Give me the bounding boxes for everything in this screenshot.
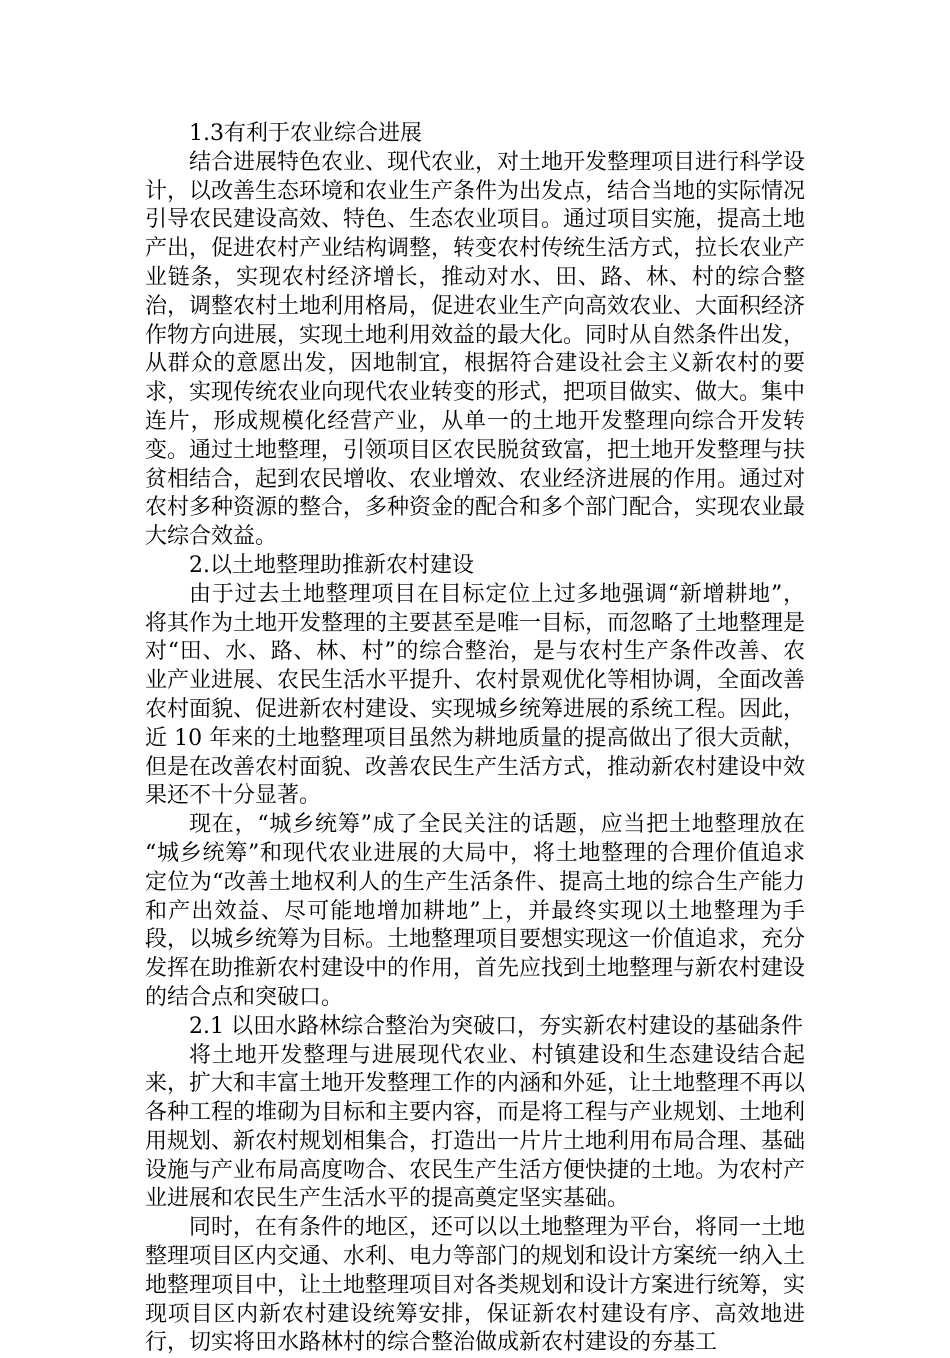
body-paragraph: 现在，“城乡统筹”成了全民关注的话题，应当把土地整理放在 “城乡统筹”和现代农业进展的大局中，将土地整理的合理价值追求定位为“改善土地权利人的生产生活条件、提高土地的综合生产能力和产出效益、尽可能地增加耕地”上，并最终实现以土地整理为手段，以城乡统筹为目标。土地整理项目要想实现这一价值追求，充分发挥在助推新农村建设中的作用，首先应找到土地整理与新农村建设的结合点和突破口。 xyxy=(145,812,806,1010)
section-heading-1-3: 1.3有利于农业综合进展 xyxy=(189,121,422,146)
body-paragraph: 将土地开发整理与进展现代农业、村镇建设和生态建设结合起来，扩大和丰富土地开发整理工作的内涵和外延，让土地整理不再以各种工程的堆砌为目标和主要内容，而是将工程与产业规划、土地利用规划、新农村规划相集合，打造出一片片土地利用布局合理、基础设施与产业布局高度吻合、农民生产生活方便快捷的土地。为农村产业进展和农民生产生活水平的提高奠定坚实基础。 xyxy=(145,1042,806,1212)
section-heading-2-1: 2.1 以田水路林综合整治为突破口，夯实新农村建设的基础条件 xyxy=(189,1013,803,1039)
body-paragraph: 结合进展特色农业、现代农业，对土地开发整理项目进行科学设计，以改善生态环境和农业生产条件为出发点，结合当地的实际情况引导农民建设高效、特色、生态农业项目。通过项目实施，提高土地产出，促进农村产业结构调整，转变农村传统生活方式，拉长农业产业链条，实现农村经济增长，推动对水、田、路、林、村的综合整治，调整农村土地利用格局，促进农业生产向高效农业、大面积经济作物方向进展，实现土地利用效益的最大化。同时从自然条件出发，从群众的意愿出发，因地制宜，根据符合建设社会主义新农村的要求，实现传统农业向现代农业转变的形式，把项目做实、做大。集中连片，形成规模化经营产业，从单一的土地开发整理向综合开发转变。通过土地整理，引领项目区农民脱贫致富，把土地开发整理与扶贫相结合，起到农民增收、农业增效、农业经济进展的作用。通过对农村多种资源的整合，多种资金的配合和多个部门配合，实现农业最大综合效益。 xyxy=(145,149,806,550)
body-paragraph: 由于过去土地整理项目在目标定位上过多地强调“新增耕地”，将其作为土地开发整理的主要甚至是唯一目标，而忽略了土地整理是对“田、水、路、林、村”的综合整治，是与农村生产条件改善、农业产业进展、农民生活水平提升、农村景观优化等相协调，全面改善农村面貌、促进新农村建设、实现城乡统筹进展的系统工程。因此，近 10 年来的土地整理项目虽然为耕地质量的提高做出了很大贡献，但是在改善农村面貌、改善农民生产生活方式，推动新农村建设中效果还不十分显著。 xyxy=(145,581,806,809)
section-heading-2: 2.以土地整理助推新农村建设 xyxy=(189,552,474,578)
body-paragraph: 同时，在有条件的地区，还可以以土地整理为平台，将同一土地整理项目区内交通、水利、电力等部门的规划和设计方案统一纳入土地整理项目中，让土地整理项目对各类规划和设计方案进行统筹，实现项目区内新农村建设统筹安排，保证新农村建设有序、高效地进行，切实将田水路林村的综合整治做成新农村建设的夯基工 xyxy=(145,1215,806,1356)
document-page xyxy=(145,120,805,1358)
